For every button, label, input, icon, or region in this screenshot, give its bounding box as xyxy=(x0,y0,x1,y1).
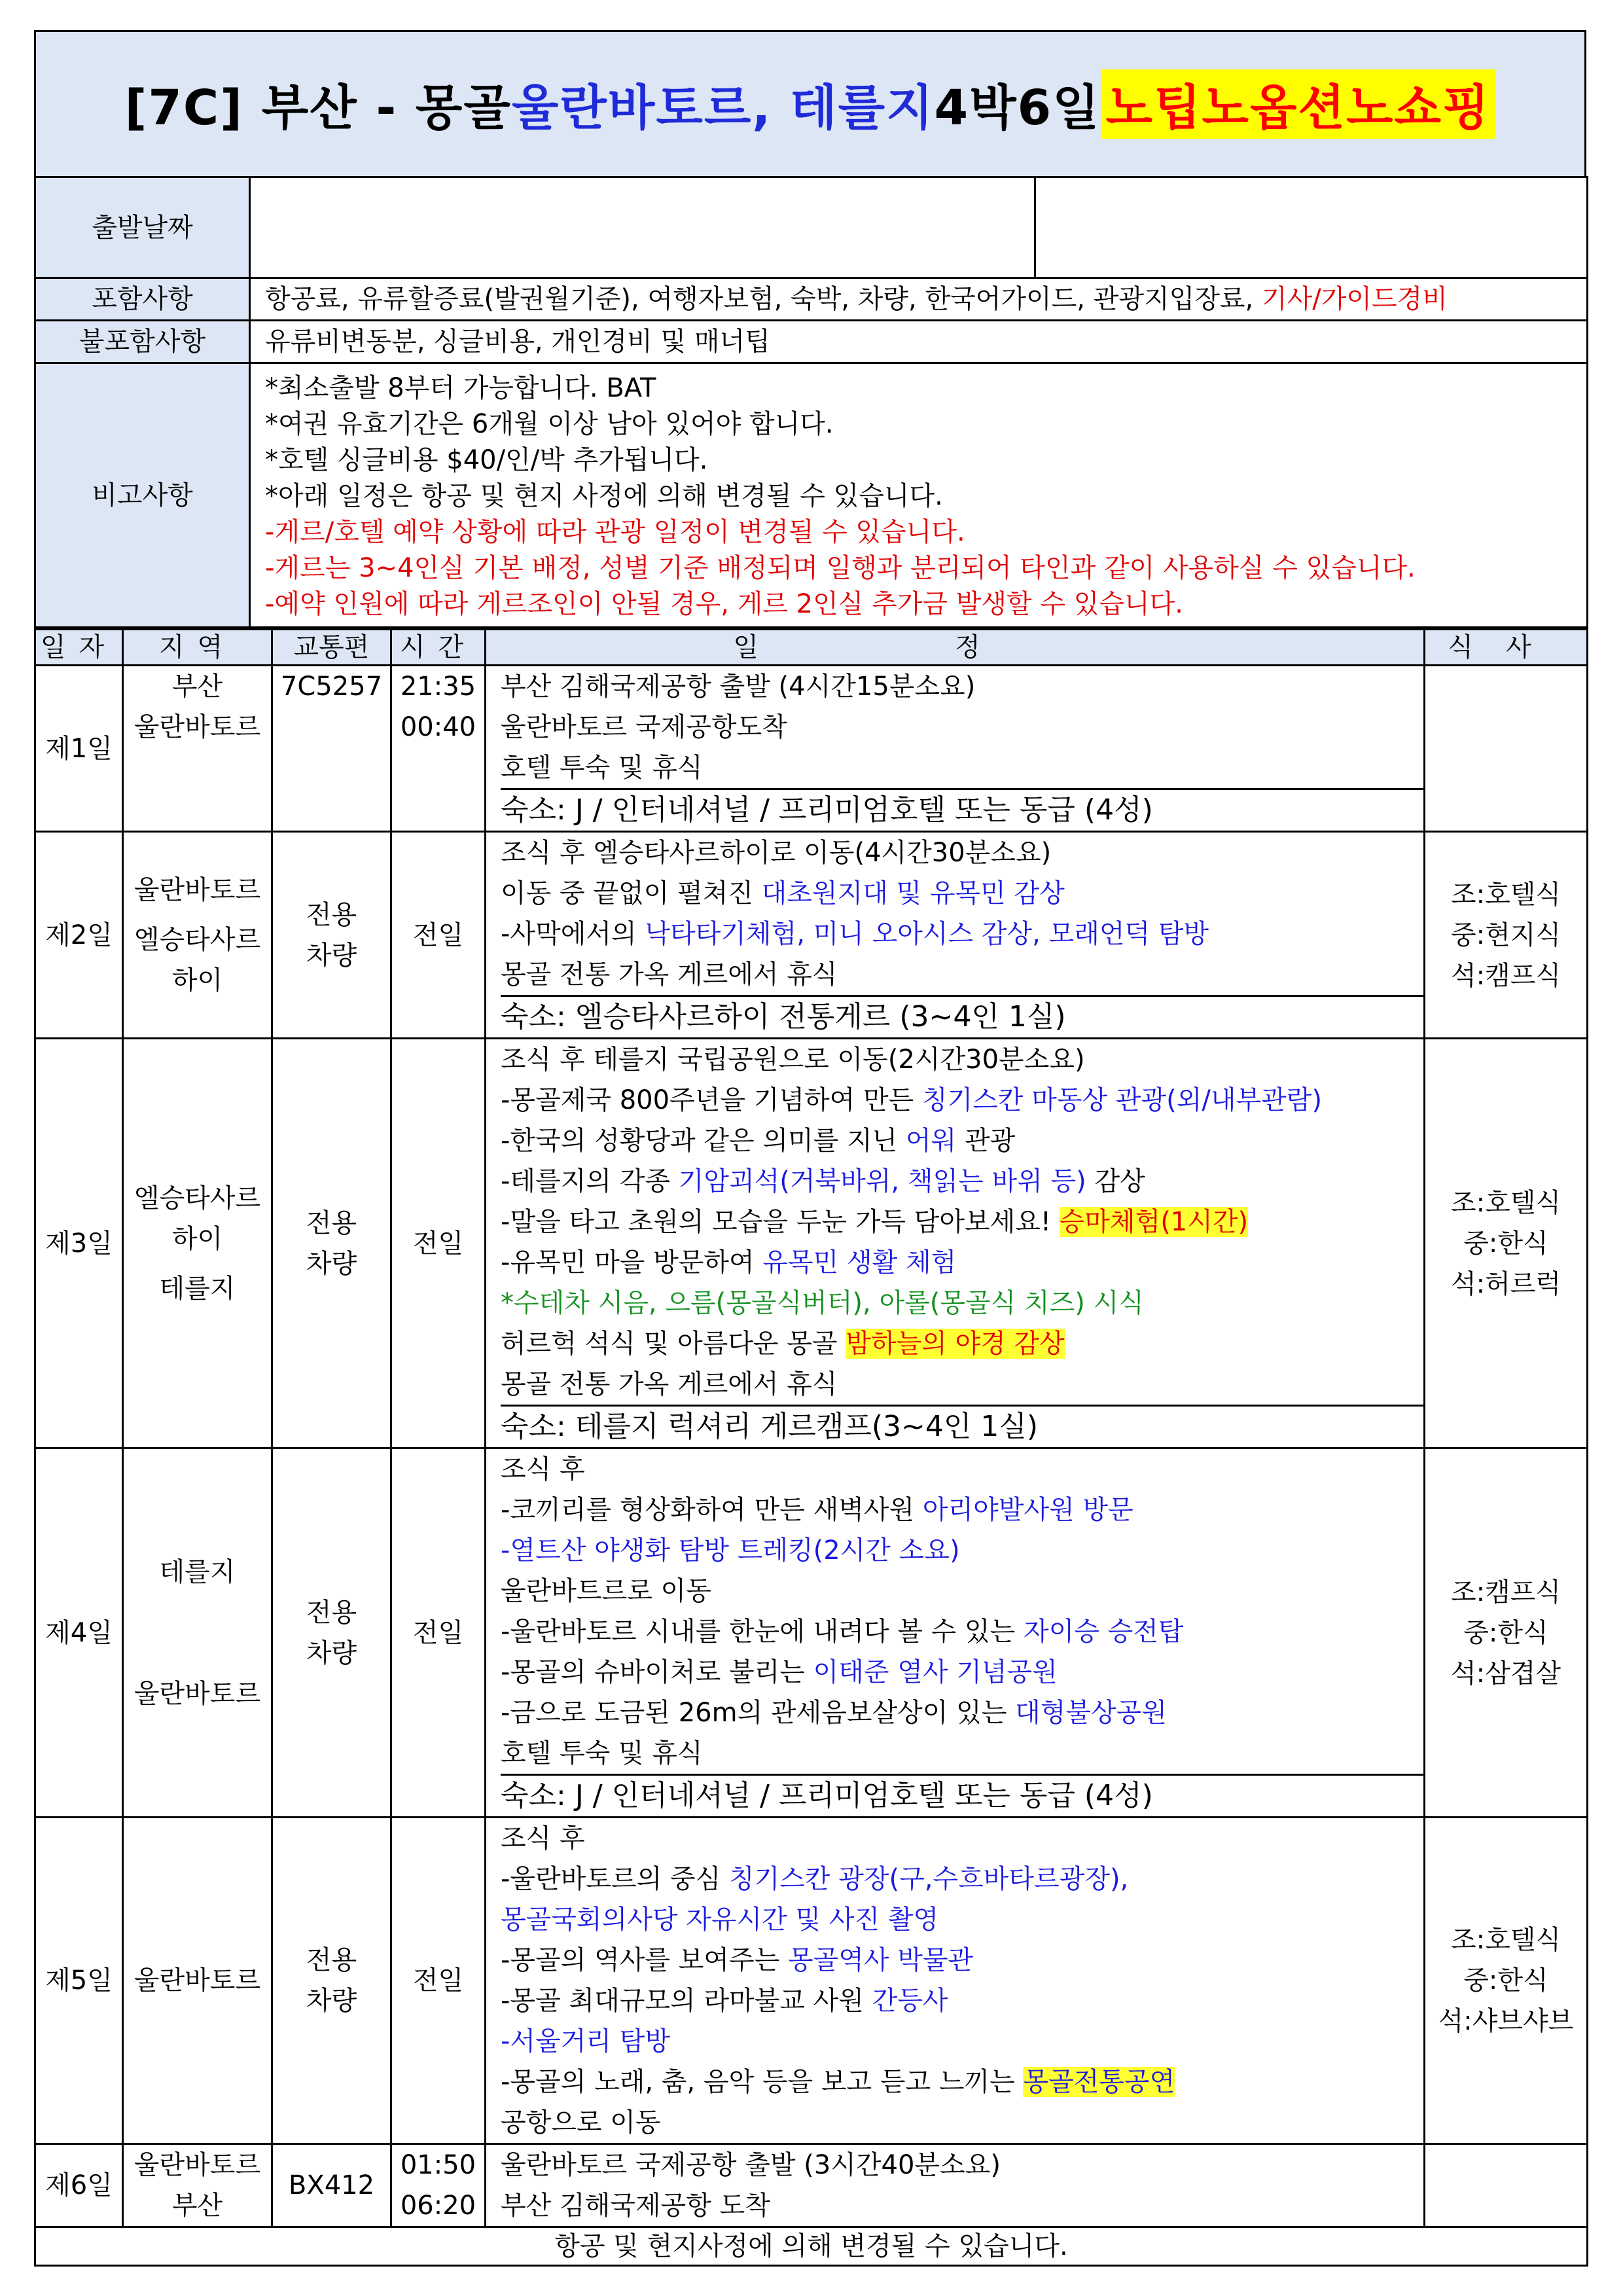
day-meal xyxy=(1425,1448,1588,1818)
day-meal xyxy=(1425,832,1588,1039)
itinerary-line xyxy=(501,914,1423,954)
day-time: 전일 xyxy=(391,832,486,1039)
meal-item: 중:한식 xyxy=(1463,1617,1548,1648)
line-text: -몽골의 슈바이처로 불리는 xyxy=(501,1657,813,1687)
itinerary-line xyxy=(501,1940,1423,1981)
header-meal: 식사 xyxy=(1425,630,1588,666)
time-value: 06:20 xyxy=(400,2191,476,2221)
day-transport xyxy=(272,1039,391,1448)
itinerary-line: 조식 후 xyxy=(501,1454,585,1484)
itinerary-line: 부산 김해국제공항 출발 (4시간15분소요) xyxy=(501,672,976,702)
notes-list xyxy=(250,363,1588,628)
line-highlight: 자이승 승전탑 xyxy=(1023,1617,1184,1647)
itinerary-line: 부산 김해국제공항 도착 xyxy=(501,2191,770,2221)
departure-value xyxy=(250,177,1035,278)
day-meal xyxy=(1425,1039,1588,1448)
itinerary-line xyxy=(501,2062,1423,2102)
meal-item: 석:샤브샤브 xyxy=(1438,2006,1574,2036)
meal-item: 중:현지식 xyxy=(1450,920,1561,950)
meal-item: 석:캠프식 xyxy=(1450,960,1561,991)
line-text: -몽골의 역사를 보여주는 xyxy=(501,1945,788,1975)
itinerary-line: 공항으로 이동 xyxy=(501,2108,661,2138)
day-transport: BX412 xyxy=(272,2144,391,2227)
itinerary-line: *수테차 시음, 으름(몽골식버터), 아롤(몽골식 치즈) 시식 xyxy=(501,1288,1144,1318)
itinerary-line xyxy=(501,873,1423,914)
transport-text: 전용 xyxy=(306,1208,357,1238)
region-name: 하이 xyxy=(171,965,223,996)
region-name: 울란바토르 xyxy=(134,874,261,905)
line-highlight: 몽골역사 박물관 xyxy=(787,1945,974,1975)
note-line-warning: -예약 인원에 따라 게르조인이 안될 경우, 게르 2인실 추가금 발생할 수 있습니다. xyxy=(265,589,1184,619)
day-row xyxy=(35,2144,1588,2227)
region-name: 울란바토르 xyxy=(134,2150,261,2180)
itinerary-line xyxy=(501,1161,1423,1202)
accommodation-line: 숙소: 엘승타사르하이 전통게르 (3~4인 1실) xyxy=(501,995,1423,1037)
day-region xyxy=(123,1039,272,1448)
region-name: 부산 xyxy=(171,2191,223,2221)
itinerary-line xyxy=(501,1652,1423,1693)
excluded-text: 유류비변동분, 싱글비용, 개인경비 및 매너팁 xyxy=(250,321,1588,363)
departure-label: 출발날짜 xyxy=(35,177,250,278)
note-line: *최소출발 8부터 가능합니다. BAT xyxy=(265,373,656,403)
day-label: 제3일 xyxy=(35,1039,123,1448)
meal-item: 조:캠프식 xyxy=(1450,1577,1561,1607)
day-row xyxy=(35,666,1588,832)
line-text: -울란바토르의 중심 xyxy=(501,1864,729,1894)
day-time xyxy=(391,666,486,832)
day-row xyxy=(35,832,1588,1039)
day-region: 울란바토르 xyxy=(123,1818,272,2144)
itinerary-line: 울란바트르로 이동 xyxy=(501,1576,711,1606)
itinerary-line: 몽골 전통 가옥 게르에서 휴식 xyxy=(501,1369,838,1399)
day-transport xyxy=(272,832,391,1039)
transport-text: 차량 xyxy=(306,1638,357,1668)
day-itinerary xyxy=(486,1818,1425,2144)
day-meal xyxy=(1425,666,1588,832)
itinerary-line: -열트산 야생화 탐방 트레킹(2시간 소요) xyxy=(501,1535,960,1566)
line-text: -몽골 최대규모의 라마불교 사원 xyxy=(501,1986,872,2016)
day-meal xyxy=(1425,2144,1588,2227)
itinerary-line: 조식 후 테를지 국립공원으로 이동(2시간30분소요) xyxy=(501,1045,1085,1075)
meal-item: 조:호텔식 xyxy=(1450,879,1561,910)
meal-item: 석:허르럭 xyxy=(1450,1268,1561,1299)
itinerary-line: 조식 후 엘승타사르하이로 이동(4시간30분소요) xyxy=(501,838,1052,868)
itinerary-line: 몽골 전통 가옥 게르에서 휴식 xyxy=(501,960,838,990)
day-label: 제5일 xyxy=(35,1818,123,2144)
accommodation-line: 숙소: 테를지 럭셔리 게르캠프(3~4인 1실) xyxy=(501,1405,1423,1447)
line-highlight: 이태준 열사 기념공원 xyxy=(813,1657,1058,1687)
day-label: 제1일 xyxy=(35,666,123,832)
day-itinerary xyxy=(486,1448,1425,1818)
line-highlight: 밤하늘의 야경 감상 xyxy=(846,1329,1065,1359)
day-transport: 7C5257 xyxy=(272,666,391,832)
itinerary-line: 조식 후 xyxy=(501,1823,585,1854)
day-row xyxy=(35,1818,1588,2144)
itinerary-line xyxy=(501,1490,1423,1530)
note-line-warning: -게르/호텔 예약 상황에 따라 관광 일정이 변경될 수 있습니다. xyxy=(265,517,965,547)
itinerary-line xyxy=(501,1859,1423,1899)
region-name: 엘승타사르 xyxy=(134,1183,261,1213)
region-name: 엘승타사르 xyxy=(134,924,261,955)
title-duration: 4박6일 xyxy=(934,80,1101,136)
day-itinerary xyxy=(486,1039,1425,1448)
note-line: *호텔 싱글비용 $40/인/박 추가됩니다. xyxy=(265,445,708,475)
header-transport: 교통편 xyxy=(272,630,391,666)
itinerary-line: -서울거리 탐방 xyxy=(501,2026,670,2056)
day-transport xyxy=(272,1818,391,2144)
transport-text: 차량 xyxy=(306,940,357,971)
meal-item: 중:한식 xyxy=(1463,1965,1548,1996)
itinerary-line xyxy=(501,1981,1423,2021)
itinerary-line xyxy=(501,1323,1423,1364)
transport-text: 차량 xyxy=(306,1248,357,1279)
header-region: 지역 xyxy=(123,630,272,666)
page-title xyxy=(34,30,1586,176)
line-highlight: 유목민 생활 체험 xyxy=(762,1247,957,1278)
line-text: -테를지의 각종 xyxy=(501,1166,679,1196)
line-text: -말을 타고 초원의 모습을 두눈 가득 담아보세요! xyxy=(501,1207,1060,1237)
day-region xyxy=(123,666,272,832)
line-highlight: 몽골전통공연 xyxy=(1023,2067,1175,2097)
accommodation-line: 숙소: J / 인터네셔널 / 프리미엄호텔 또는 동급 (4성) xyxy=(501,1774,1423,1816)
line-text: 허르헉 석식 및 아름다운 몽골 xyxy=(501,1329,846,1359)
itinerary-line xyxy=(501,1611,1423,1652)
included-label: 포함사항 xyxy=(35,278,250,321)
day-row xyxy=(35,1039,1588,1448)
day-itinerary xyxy=(486,832,1425,1039)
included-fee-red: 기사/가이드경비 xyxy=(1261,284,1448,314)
itinerary-line xyxy=(501,1080,1423,1121)
line-text: -몽골의 노래, 춤, 음악 등을 보고 듣고 느끼는 xyxy=(501,2067,1024,2097)
footer-note: 항공 및 현지사정에 의해 변경될 수 있습니다. xyxy=(35,2227,1588,2266)
itinerary-line: 몽골국회의사당 자유시간 및 사진 촬영 xyxy=(501,1905,939,1935)
line-highlight: 칭기스칸 마동상 관광(외/내부관람) xyxy=(921,1085,1323,1115)
header-day: 일자 xyxy=(35,630,123,666)
itinerary-line: 울란바토르 국제공항 출발 (3시간40분소요) xyxy=(501,2150,1001,2180)
line-text: -한국의 성황당과 같은 의미를 지닌 xyxy=(501,1126,906,1156)
day-time xyxy=(391,2144,486,2227)
day-itinerary xyxy=(486,666,1425,832)
day-itinerary xyxy=(486,2144,1425,2227)
transport-text: 전용 xyxy=(306,1945,357,1975)
title-highlight-badge: 노팁노옵션노쇼핑 xyxy=(1101,69,1496,139)
notes-label: 비고사항 xyxy=(35,363,250,628)
day-region xyxy=(123,2144,272,2227)
line-highlight: 낙타타기체험, 미니 오아시스 감상, 모래언덕 탐방 xyxy=(645,919,1209,949)
day-time: 전일 xyxy=(391,1448,486,1818)
note-line-warning: -게르는 3~4인실 기본 배정, 성별 기준 배정되며 일행과 분리되어 타인과 같이 사용하실 수 있습니다. xyxy=(265,553,1416,583)
line-highlight: 칭기스칸 광장(구,수흐바타르광장), xyxy=(728,1864,1129,1894)
accommodation-line: 숙소: J / 인터네셔널 / 프리미엄호텔 또는 동급 (4성) xyxy=(501,788,1423,831)
day-label: 제2일 xyxy=(35,832,123,1039)
day-meal xyxy=(1425,1818,1588,2144)
meal-item: 조:호텔식 xyxy=(1450,1925,1561,1955)
line-text: 감상 xyxy=(1086,1166,1145,1196)
day-label: 제6일 xyxy=(35,2144,123,2227)
title-destination: 울란바토르, 테를지 xyxy=(511,80,935,136)
itinerary-line: 울란바토르 국제공항도착 xyxy=(501,712,787,742)
itinerary-line xyxy=(501,1121,1423,1161)
region-name: 하이 xyxy=(171,1223,223,1254)
line-text: -울란바토르 시내를 한눈에 내려다 볼 수 있는 xyxy=(501,1617,1024,1647)
meal-item: 조:호텔식 xyxy=(1450,1187,1561,1218)
included-items: 항공료, 유류할증료(발권월기준), 여행자보험, 숙박, 차량, 한국어가이드, 관광지입장료, xyxy=(265,284,1262,314)
transport-text: 차량 xyxy=(306,1986,357,2016)
itinerary-line: 호텔 투숙 및 휴식 xyxy=(501,1738,703,1768)
time-value: 21:35 xyxy=(400,672,476,702)
schedule-table xyxy=(34,628,1588,2267)
departure-value-2 xyxy=(1035,177,1588,278)
header-itinerary: 일정 xyxy=(486,630,1425,666)
line-highlight: 아리야발사원 방문 xyxy=(922,1495,1133,1525)
time-value: 00:40 xyxy=(400,712,476,742)
line-text: -금으로 도금된 26m의 관세음보살상이 있는 xyxy=(501,1698,1016,1728)
itinerary-document xyxy=(34,30,1584,2267)
included-text xyxy=(250,278,1588,321)
line-text: 이동 중 끝없이 펼쳐진 xyxy=(501,878,762,908)
day-transport xyxy=(272,1448,391,1818)
note-line: *여권 유효기간은 6개월 이상 남아 있어야 합니다. xyxy=(265,409,834,439)
info-table xyxy=(34,176,1588,628)
footer-row xyxy=(35,2227,1588,2266)
itinerary-line xyxy=(501,1242,1423,1283)
day-label: 제4일 xyxy=(35,1448,123,1818)
day-region xyxy=(123,832,272,1039)
day-row xyxy=(35,1448,1588,1818)
line-text: -코끼리를 형상화하여 만든 새벽사원 xyxy=(501,1495,923,1525)
line-highlight: 어워 xyxy=(905,1126,957,1156)
header-time: 시간 xyxy=(391,630,486,666)
line-highlight: 기암괴석(거북바위, 책읽는 바위 등) xyxy=(678,1166,1086,1196)
line-highlight: 승마체험(1시간) xyxy=(1059,1207,1249,1237)
time-value: 01:50 xyxy=(400,2150,476,2180)
line-text: 관광 xyxy=(956,1126,1016,1156)
line-text: -사막에서의 xyxy=(501,919,645,949)
region-name: 테를지 xyxy=(159,1556,236,1587)
region-name: 테를지 xyxy=(159,1273,236,1304)
line-highlight: 대초원지대 및 유목민 감상 xyxy=(761,878,1065,908)
title-text: [7C] 부산 - 몽골 xyxy=(124,80,512,136)
meal-item: 석:삼겹살 xyxy=(1450,1658,1561,1689)
day-time: 전일 xyxy=(391,1818,486,2144)
region-name: 부산 xyxy=(171,672,223,702)
region-name: 울란바토르 xyxy=(134,1678,261,1709)
line-highlight: 대형불상공원 xyxy=(1015,1698,1167,1728)
day-time: 전일 xyxy=(391,1039,486,1448)
excluded-label: 불포함사항 xyxy=(35,321,250,363)
itinerary-line xyxy=(501,1202,1423,1242)
line-highlight: 간등사 xyxy=(872,1986,948,2016)
note-line: *아래 일정은 항공 및 현지 사정에 의해 변경될 수 있습니다. xyxy=(265,481,943,511)
line-text: -몽골제국 800주년을 기념하여 만든 xyxy=(501,1085,922,1115)
itinerary-line: 호텔 투숙 및 휴식 xyxy=(501,753,703,783)
line-text: -유목민 마을 방문하여 xyxy=(501,1247,763,1278)
meal-item: 중:한식 xyxy=(1463,1228,1548,1259)
transport-text: 전용 xyxy=(306,899,357,930)
itinerary-line xyxy=(501,1693,1423,1733)
transport-text: 전용 xyxy=(306,1597,357,1628)
schedule-header xyxy=(35,630,1588,666)
day-region xyxy=(123,1448,272,1818)
region-name: 울란바토르 xyxy=(134,712,261,742)
